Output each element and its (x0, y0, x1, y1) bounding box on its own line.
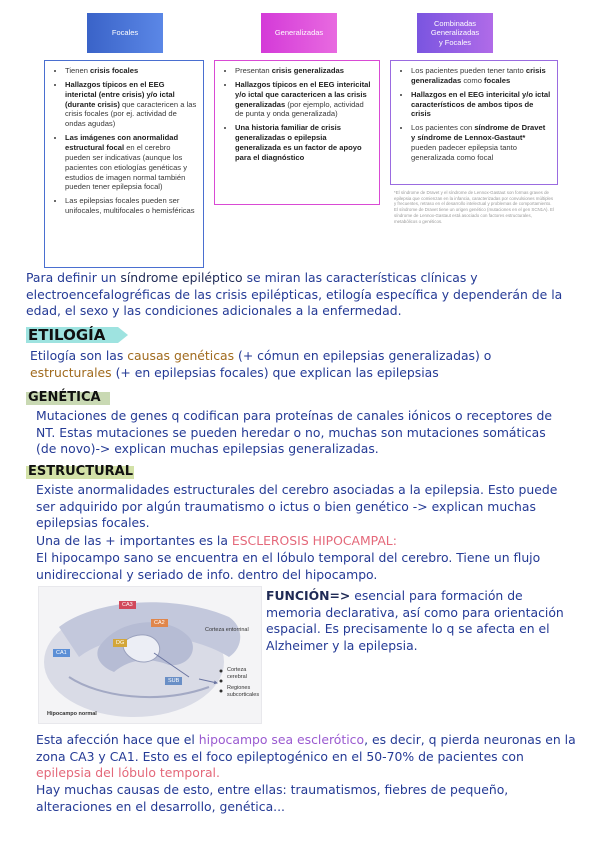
genetica-paragraph: Mutaciones de genes q codifican para proteínas de canales iónicos o receptores de NT. Estas mutaciones se pueden heredar o no, muchas son mutaciones somáticas (de novo)-> explican muchas epilepsias generalizadas. (36, 408, 552, 457)
afeccion-paragraph: Esta afección hace que el hipocampo sea esclerótico, es decir, q pierda neuronas en la zona CA3 y CA1. Esto es el foco epileptogénico en el 50-70% de pacientes con epilepsia del lóbulo temporal. (36, 732, 576, 781)
hippocampus-diagram (38, 586, 262, 724)
section-title-genetica: GENÉTICA (28, 390, 101, 405)
list-item: • Hallazgos típicos en el EEG interictal (entre crisis) y/o ictal (durante crisis) que caractericen a las crisis focales (por ej. actividad de ondas agudas) (65, 80, 197, 129)
list-item: • Presentan crisis generalizadas (235, 66, 373, 76)
label-ca1: CA1 (53, 649, 70, 657)
label-corteza-cerebral: Corteza cerebral (227, 667, 247, 680)
diagram-caption: Hipocampo normal (47, 711, 97, 717)
list-item: • Hallazgos típicos en el EEG intericital y/o ictal que caractericen a las crisis generalizadas (por ejemplo, actividad de punta y onda generalizada) (235, 80, 373, 119)
hipocampo-paragraph: El hipocampo sano se encuentra en el lóbulo temporal del cerebro. Tiene un flujo unidireccional y seriado de info. dentro del hipocampo. (36, 550, 541, 582)
section-title-etiologia: ETILOGÍA (28, 326, 106, 344)
estructural-paragraph: Existe anormalidades estructurales del cerebro asociadas a la epilepsia. Esto puede ser adquirido por algún traumatismo o ictus o bien genético -> explican muchas epilepsias focales. (36, 482, 558, 531)
etiologia-paragraph: Etilogía son las causas genéticas (+ cómun en epilepsias generalizadas) o estructurales (+ en epilepsias focales) que explican las epilepsias (30, 348, 492, 380)
header-generalizadas: Generalizadas (261, 13, 337, 53)
list-item: • Los pacientes con síndrome de Dravet y síndrome de Lennox-Gastaut* pueden padecer epilepsia tanto generalizada como focal (411, 123, 551, 162)
label-ca2: CA2 (151, 619, 168, 627)
label-regiones-subcorticales: Regiones subcorticales (227, 685, 260, 698)
label-corteza-entorrinal: Corteza entorrinal (205, 627, 249, 633)
intro-paragraph: Para definir un síndrome epiléptico se miran las características clínicas y electroencefalogréficas de las crisis epilépticas, etilogía específica y dependerán de la edad, el sexo y las condiciones adicionales a la enfermedad. (26, 270, 563, 319)
generalizadas-box (214, 60, 380, 205)
list-item: • Las epilepsias focales pueden ser unifocales, multifocales o hemisféricas (65, 196, 197, 216)
esclerosis-intro: Una de las + importantes es la ESCLEROSIS HIPOCAMPAL: (36, 533, 397, 548)
label-dg: DG (113, 639, 127, 647)
label-sub: SUB (165, 677, 182, 685)
focales-box (44, 60, 204, 268)
list-item: • Los pacientes pueden tener tanto crisis generalizadas como focales (411, 66, 551, 86)
funcion-paragraph: FUNCIÓN=> esencial para formación de memoria declarativa, así como para orientación espacial. Es precisamente lo q se afecta en el Alzheimer y la epilepsia. (266, 588, 564, 654)
header-combinadas: Combinadas Generalizadas y Focales (417, 13, 493, 53)
list-item: • Tienen crisis focales (65, 66, 197, 76)
list-item: • Hallazgos en el EEG intericital y/o ictal característicos de ambos tipos de crisis (411, 90, 551, 120)
list-item: • Las imágenes con anormalidad estructural focal en el cerebro pueden ser indicativas (aunque los pacientes con etiologías genéticas y estudios de imagen normal también pueden tener epilepsia focal) (65, 133, 197, 192)
combinadas-box (390, 60, 558, 185)
header-focales: Focales (87, 13, 163, 53)
hippocampus-illustration (39, 587, 261, 723)
label-ca3: CA3 (119, 601, 136, 609)
causas-paragraph: Hay muchas causas de esto, entre ellas: traumatismos, fiebres de pequeño, alteraciones en el desarrollo, genética... (36, 782, 509, 814)
footnote: *El síndrome de Dravet y el síndrome de Lennox-Gastaut son formas graves de epilepsia que comienzan en la infancia, caracterizadas por convulsiones múltiples y frecuentes, retraso en el desarrollo intelectual y problemas de comportamiento. El síndrome de Dravet tiene un origen genético (mutaciones en el gen SCN1A). El síndrome de Lennox-Gastaut está asociado con factores estructurales, metabólicos o genéticos. (394, 190, 554, 224)
section-banner-tip (118, 327, 128, 343)
section-title-estructural: ESTRUCTURAL (28, 464, 133, 479)
list-item: • Una historia familiar de crisis generalizadas o epilepsia generalizada es un factor de apoyo para el diagnóstico (235, 123, 373, 162)
